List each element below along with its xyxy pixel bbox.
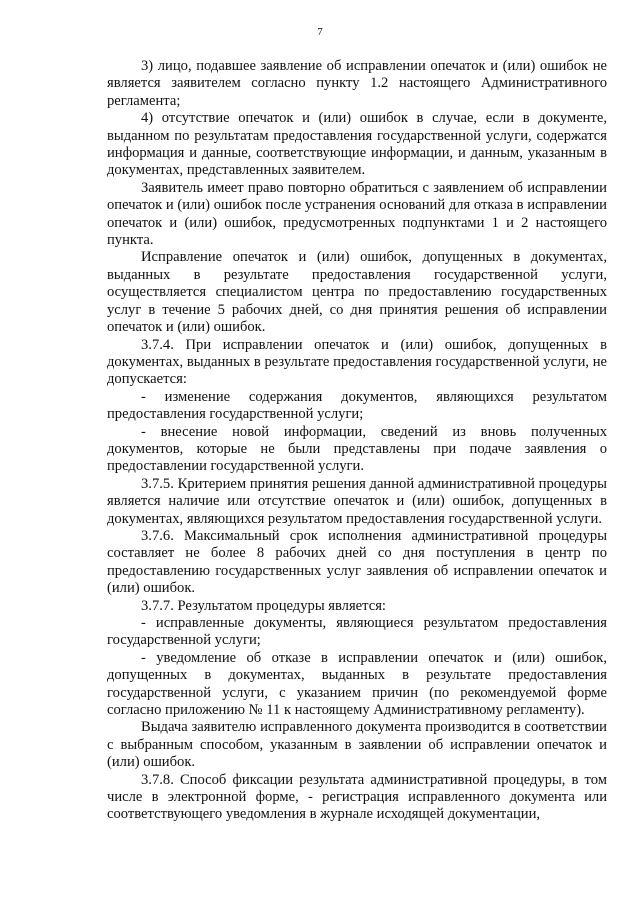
document-body	[107, 58, 607, 824]
paragraph-repeat-request: Заявитель имеет право повторно обратиться с заявлением об исправлении опечаток и (или) ошибок после устранения оснований для отказа в исправлении опечаток и (или) ошибок, предусмотренных подпунктами 1 и 2 настоящего пункта.	[107, 179, 607, 249]
page-number: 7	[317, 26, 323, 38]
paragraph-3-7-8: 3.7.8. Способ фиксации результата административной процедуры, в том числе в электронной форме, - регистрация исправленного документа или соответствующего уведомления в журнале исходящей документации,	[107, 771, 607, 823]
paragraph-3-7-4: 3.7.4. При исправлении опечаток и (или) ошибок, допущенных в документах, выданных в результате предоставления государственной услуги, не допускается:	[107, 336, 607, 388]
paragraph-item-3: 3) лицо, подавшее заявление об исправлении опечаток и (или) ошибок не является заявителем согласно пункту 1.2 настоящего Административного регламента;	[107, 58, 607, 109]
paragraph-issuance: Выдача заявителю исправленного документа производится в соответствии с выбранным способом, указанным в заявлении об исправлении опечаток и (или) ошибок.	[107, 719, 607, 771]
paragraph-3-7-7: 3.7.7. Результатом процедуры является:	[141, 597, 386, 614]
list-item-refusal-notice: - уведомление об отказе в исправлении опечаток и (или) ошибок, допущенных в документах, выданных в результате предоставления государственной услуги, с указанием причин (по рекомендуемой форме согласно приложению № 11 к настоящему Административному регламенту).	[107, 649, 607, 719]
paragraph-correction-term: Исправление опечаток и (или) ошибок, допущенных в документах, выданных в результате предоставления государственной услуги, осуществляется специалистом центра по предоставлению государственных услуг в течение 5 рабочих дней, со дня принятия решения об исправлении опечаток и (или) ошибок.	[107, 249, 607, 336]
list-item-content-change: - изменение содержания документов, являющихся результатом предоставления государственной услуги;	[107, 388, 607, 423]
paragraph-3-7-5: 3.7.5. Критерием принятия решения данной административной процедуры является наличие или отсутствие опечаток и (или) ошибок, допущенных в документах, являющихся результатом предоставления государственной услуги.	[107, 475, 607, 527]
list-item-corrected-documents: - исправленные документы, являющиеся результатом предоставления государственной услуги;	[107, 615, 607, 649]
paragraph-item-4: 4) отсутствие опечаток и (или) ошибок в случае, если в документе, выданном по результатам предоставления государственной услуги, содержатся информация и данные, соответствующие информации, и данным, указанным в документах, представленных заявителем.	[107, 110, 607, 179]
list-item-new-information: - внесение новой информации, сведений из вновь полученных документов, которые не были представлены при подаче заявления о предоставлении государственной услуги.	[107, 423, 607, 475]
paragraph-3-7-6: 3.7.6. Максимальный срок исполнения административной процедуры составляет не более 8 рабочих дней со дня поступления в центр по предоставлению государственных услуг заявления об исправлении опечаток и (или) ошибок.	[107, 527, 607, 597]
